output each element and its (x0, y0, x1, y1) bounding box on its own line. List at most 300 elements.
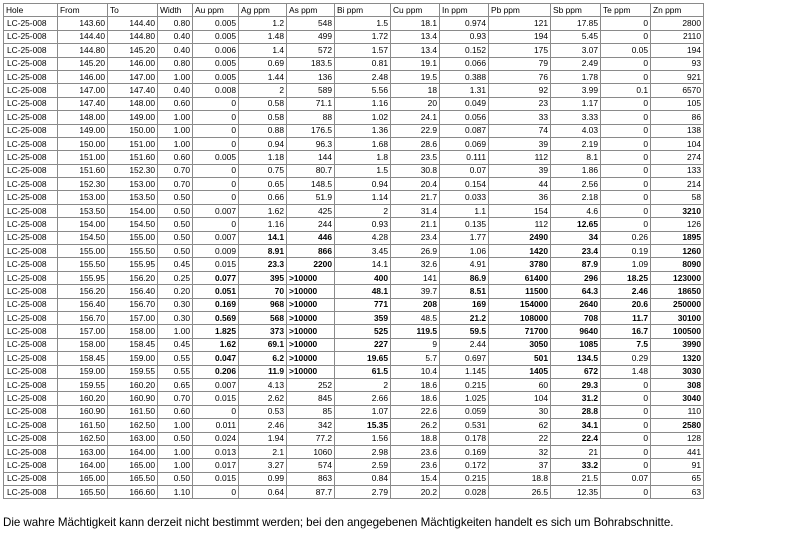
cell-in: 1.145 (440, 365, 489, 378)
cell-pb: 154000 (489, 298, 551, 311)
table-row (4, 164, 704, 177)
cell-ag: 70 (239, 285, 287, 298)
cell-ag: 1.48 (239, 30, 287, 43)
header-au-ppm: Au ppm (193, 4, 239, 17)
cell-as: 136 (287, 70, 335, 83)
cell-sb: 1.78 (551, 70, 601, 83)
cell-sb: 64.3 (551, 285, 601, 298)
cell-ag: 2 (239, 84, 287, 97)
cell-in: 0.111 (440, 151, 489, 164)
cell-ag: 0.69 (239, 57, 287, 70)
cell-hole: LC-25-008 (4, 405, 58, 418)
cell-pb: 3050 (489, 338, 551, 351)
header-ag-ppm: Ag ppm (239, 4, 287, 17)
table-row (4, 204, 704, 217)
cell-pb: 39 (489, 137, 551, 150)
table-row (4, 124, 704, 137)
cell-zn: 18650 (651, 285, 704, 298)
cell-ag: 1.62 (239, 204, 287, 217)
cell-in: 21.2 (440, 311, 489, 324)
cell-from: 143.60 (58, 17, 108, 30)
cell-au: 0.047 (193, 352, 239, 365)
cell-bi: 1.8 (335, 151, 391, 164)
cell-width: 1.00 (158, 124, 193, 137)
cell-in: 0.033 (440, 191, 489, 204)
cell-in: 0.087 (440, 124, 489, 137)
cell-bi: 227 (335, 338, 391, 351)
cell-bi: 15.35 (335, 419, 391, 432)
cell-width: 0.45 (158, 258, 193, 271)
cell-width: 0.80 (158, 57, 193, 70)
cell-ag: 4.13 (239, 378, 287, 391)
cell-pb: 112 (489, 218, 551, 231)
cell-width: 1.10 (158, 486, 193, 499)
cell-bi: 525 (335, 325, 391, 338)
cell-te: 0 (601, 164, 651, 177)
cell-to: 156.20 (108, 271, 158, 284)
table-row (4, 432, 704, 445)
cell-ag: 1.4 (239, 44, 287, 57)
cell-cu: 13.4 (391, 30, 440, 43)
cell-pb: 71700 (489, 325, 551, 338)
cell-cu: 208 (391, 298, 440, 311)
cell-in: 1.31 (440, 84, 489, 97)
cell-hole: LC-25-008 (4, 191, 58, 204)
cell-from: 156.70 (58, 311, 108, 324)
cell-hole: LC-25-008 (4, 204, 58, 217)
cell-width: 0.60 (158, 151, 193, 164)
cell-width: 0.60 (158, 97, 193, 110)
cell-as: 51.9 (287, 191, 335, 204)
cell-cu: 48.5 (391, 311, 440, 324)
cell-to: 157.00 (108, 311, 158, 324)
cell-ag: 0.94 (239, 137, 287, 150)
cell-ag: 1.18 (239, 151, 287, 164)
cell-cu: 23.6 (391, 459, 440, 472)
cell-from: 144.40 (58, 30, 108, 43)
cell-au: 0 (193, 486, 239, 499)
cell-sb: 4.03 (551, 124, 601, 137)
cell-au: 0 (193, 405, 239, 418)
cell-pb: 11500 (489, 285, 551, 298)
cell-zn: 104 (651, 137, 704, 150)
cell-from: 154.50 (58, 231, 108, 244)
header-in-ppm: In ppm (440, 4, 489, 17)
cell-au: 0.007 (193, 378, 239, 391)
cell-hole: LC-25-008 (4, 70, 58, 83)
cell-from: 151.00 (58, 151, 108, 164)
cell-bi: 1.5 (335, 164, 391, 177)
cell-width: 0.40 (158, 84, 193, 97)
cell-ag: 2.46 (239, 419, 287, 432)
cell-zn: 2580 (651, 419, 704, 432)
cell-au: 0.015 (193, 392, 239, 405)
cell-sb: 4.6 (551, 204, 601, 217)
cell-in: 0.056 (440, 111, 489, 124)
cell-bi: 0.84 (335, 472, 391, 485)
cell-as: 183.5 (287, 57, 335, 70)
cell-as: 87.7 (287, 486, 335, 499)
cell-in: 0.049 (440, 97, 489, 110)
cell-sb: 296 (551, 271, 601, 284)
cell-to: 144.80 (108, 30, 158, 43)
table-body (4, 17, 704, 499)
cell-hole: LC-25-008 (4, 178, 58, 191)
cell-bi: 771 (335, 298, 391, 311)
cell-sb: 5.45 (551, 30, 601, 43)
cell-au: 0.005 (193, 151, 239, 164)
cell-te: 18.25 (601, 271, 651, 284)
cell-width: 0.70 (158, 392, 193, 405)
cell-sb: 21.5 (551, 472, 601, 485)
cell-te: 0 (601, 392, 651, 405)
cell-to: 147.40 (108, 84, 158, 97)
cell-zn: 3990 (651, 338, 704, 351)
cell-as: >10000 (287, 325, 335, 338)
cell-in: 59.5 (440, 325, 489, 338)
cell-hole: LC-25-008 (4, 17, 58, 30)
cell-te: 0 (601, 30, 651, 43)
cell-bi: 2.79 (335, 486, 391, 499)
cell-width: 0.20 (158, 285, 193, 298)
cell-from: 157.00 (58, 325, 108, 338)
cell-cu: 22.9 (391, 124, 440, 137)
cell-bi: 1.5 (335, 17, 391, 30)
cell-bi: 1.14 (335, 191, 391, 204)
cell-from: 146.00 (58, 70, 108, 83)
cell-te: 0 (601, 178, 651, 191)
cell-pb: 62 (489, 419, 551, 432)
cell-sb: 672 (551, 365, 601, 378)
cell-in: 8.51 (440, 285, 489, 298)
cell-zn: 214 (651, 178, 704, 191)
table-row (4, 245, 704, 258)
table-row (4, 218, 704, 231)
header-pb-ppm: Pb ppm (489, 4, 551, 17)
cell-to: 159.00 (108, 352, 158, 365)
cell-to: 161.50 (108, 405, 158, 418)
cell-hole: LC-25-008 (4, 258, 58, 271)
cell-ag: 0.66 (239, 191, 287, 204)
cell-to: 159.55 (108, 365, 158, 378)
table-row (4, 298, 704, 311)
cell-au: 0.006 (193, 44, 239, 57)
cell-from: 147.40 (58, 97, 108, 110)
cell-width: 1.00 (158, 111, 193, 124)
cell-from: 165.50 (58, 486, 108, 499)
cell-cu: 18.6 (391, 392, 440, 405)
cell-hole: LC-25-008 (4, 365, 58, 378)
cell-sb: 2.56 (551, 178, 601, 191)
cell-au: 0.005 (193, 57, 239, 70)
cell-sb: 9640 (551, 325, 601, 338)
table-row (4, 486, 704, 499)
cell-width: 0.65 (158, 378, 193, 391)
cell-bi: 19.65 (335, 352, 391, 365)
cell-in: 0.215 (440, 378, 489, 391)
cell-to: 155.00 (108, 231, 158, 244)
cell-ag: 8.91 (239, 245, 287, 258)
cell-width: 1.00 (158, 325, 193, 338)
cell-hole: LC-25-008 (4, 419, 58, 432)
cell-zn: 1260 (651, 245, 704, 258)
cell-in: 0.388 (440, 70, 489, 83)
cell-cu: 31.4 (391, 204, 440, 217)
cell-as: 574 (287, 459, 335, 472)
cell-from: 151.60 (58, 164, 108, 177)
cell-te: 0.19 (601, 245, 651, 258)
cell-to: 152.30 (108, 164, 158, 177)
cell-bi: 1.57 (335, 44, 391, 57)
cell-te: 0 (601, 17, 651, 30)
cell-from: 147.00 (58, 84, 108, 97)
cell-au: 0.007 (193, 231, 239, 244)
cell-as: 446 (287, 231, 335, 244)
cell-from: 163.00 (58, 445, 108, 458)
cell-as: 85 (287, 405, 335, 418)
cell-te: 0 (601, 459, 651, 472)
cell-au: 0.051 (193, 285, 239, 298)
cell-cu: 21.1 (391, 218, 440, 231)
cell-as: >10000 (287, 298, 335, 311)
cell-as: 71.1 (287, 97, 335, 110)
cell-sb: 1085 (551, 338, 601, 351)
cell-hole: LC-25-008 (4, 311, 58, 324)
cell-in: 0.059 (440, 405, 489, 418)
cell-bi: 4.28 (335, 231, 391, 244)
table-row (4, 57, 704, 70)
cell-sb: 12.65 (551, 218, 601, 231)
cell-hole: LC-25-008 (4, 285, 58, 298)
cell-pb: 1420 (489, 245, 551, 258)
cell-in: 86.9 (440, 271, 489, 284)
table-row (4, 472, 704, 485)
cell-hole: LC-25-008 (4, 271, 58, 284)
cell-to: 147.00 (108, 70, 158, 83)
cell-ag: 1.94 (239, 432, 287, 445)
cell-from: 165.00 (58, 472, 108, 485)
table-row (4, 44, 704, 57)
cell-ag: 373 (239, 325, 287, 338)
cell-zn: 1320 (651, 352, 704, 365)
cell-width: 0.40 (158, 30, 193, 43)
cell-cu: 23.6 (391, 445, 440, 458)
cell-au: 0 (193, 191, 239, 204)
cell-width: 0.30 (158, 311, 193, 324)
cell-au: 0.013 (193, 445, 239, 458)
cell-to: 162.50 (108, 419, 158, 432)
cell-au: 0.015 (193, 258, 239, 271)
cell-sb: 708 (551, 311, 601, 324)
cell-as: 148.5 (287, 178, 335, 191)
table-row (4, 231, 704, 244)
cell-sb: 1.17 (551, 97, 601, 110)
cell-sb: 34.1 (551, 419, 601, 432)
cell-as: 1060 (287, 445, 335, 458)
cell-te: 0 (601, 70, 651, 83)
cell-te: 0 (601, 419, 651, 432)
cell-ag: 395 (239, 271, 287, 284)
cell-cu: 26.9 (391, 245, 440, 258)
cell-in: 2.44 (440, 338, 489, 351)
cell-from: 148.00 (58, 111, 108, 124)
table-row (4, 338, 704, 351)
cell-hole: LC-25-008 (4, 432, 58, 445)
table-row (4, 258, 704, 271)
cell-pb: 112 (489, 151, 551, 164)
cell-bi: 3.45 (335, 245, 391, 258)
cell-ag: 1.2 (239, 17, 287, 30)
cell-zn: 133 (651, 164, 704, 177)
cell-te: 0 (601, 378, 651, 391)
cell-sb: 23.4 (551, 245, 601, 258)
cell-as: 252 (287, 378, 335, 391)
cell-sb: 2640 (551, 298, 601, 311)
cell-hole: LC-25-008 (4, 352, 58, 365)
cell-width: 0.30 (158, 298, 193, 311)
cell-from: 164.00 (58, 459, 108, 472)
table-row (4, 178, 704, 191)
cell-pb: 175 (489, 44, 551, 57)
cell-sb: 87.9 (551, 258, 601, 271)
cell-hole: LC-25-008 (4, 44, 58, 57)
cell-cu: 39.7 (391, 285, 440, 298)
header-bi-ppm: Bi ppm (335, 4, 391, 17)
cell-as: 499 (287, 30, 335, 43)
cell-hole: LC-25-008 (4, 486, 58, 499)
cell-as: >10000 (287, 271, 335, 284)
cell-width: 0.60 (158, 405, 193, 418)
cell-zn: 274 (651, 151, 704, 164)
cell-sb: 2.49 (551, 57, 601, 70)
cell-te: 2.46 (601, 285, 651, 298)
cell-sb: 28.8 (551, 405, 601, 418)
cell-au: 1.62 (193, 338, 239, 351)
cell-width: 0.45 (158, 338, 193, 351)
cell-zn: 63 (651, 486, 704, 499)
cell-cu: 13.4 (391, 44, 440, 57)
cell-bi: 2.59 (335, 459, 391, 472)
cell-cu: 20 (391, 97, 440, 110)
cell-zn: 86 (651, 111, 704, 124)
cell-as: 863 (287, 472, 335, 485)
cell-au: 1.825 (193, 325, 239, 338)
cell-te: 0 (601, 97, 651, 110)
cell-as: 589 (287, 84, 335, 97)
footnote: Die wahre Mächtigkeit kann derzeit nicht bestimmt werden; bei den angegebenen Mächtigkeiten handelt es sich um Bohrabschnitte. (3, 516, 674, 529)
cell-zn: 110 (651, 405, 704, 418)
cell-pb: 26.5 (489, 486, 551, 499)
cell-pb: 1405 (489, 365, 551, 378)
cell-cu: 26.2 (391, 419, 440, 432)
cell-au: 0.007 (193, 204, 239, 217)
header-to: To (108, 4, 158, 17)
cell-au: 0.077 (193, 271, 239, 284)
cell-au: 0.024 (193, 432, 239, 445)
cell-te: 0 (601, 111, 651, 124)
table-row (4, 352, 704, 365)
table-row (4, 191, 704, 204)
cell-bi: 0.93 (335, 218, 391, 231)
cell-cu: 23.5 (391, 151, 440, 164)
cell-bi: 359 (335, 311, 391, 324)
header-width: Width (158, 4, 193, 17)
cell-pb: 74 (489, 124, 551, 137)
cell-au: 0 (193, 111, 239, 124)
cell-sb: 8.1 (551, 151, 601, 164)
cell-to: 165.00 (108, 459, 158, 472)
cell-zn: 2800 (651, 17, 704, 30)
cell-te: 0.1 (601, 84, 651, 97)
cell-pb: 60 (489, 378, 551, 391)
cell-as: 88 (287, 111, 335, 124)
cell-pb: 36 (489, 191, 551, 204)
cell-in: 169 (440, 298, 489, 311)
cell-to: 160.90 (108, 392, 158, 405)
cell-bi: 2.66 (335, 392, 391, 405)
cell-sb: 34 (551, 231, 601, 244)
assay-results-table (3, 3, 704, 499)
header-cu-ppm: Cu ppm (391, 4, 440, 17)
cell-ag: 0.88 (239, 124, 287, 137)
cell-zn: 1895 (651, 231, 704, 244)
table-row (4, 365, 704, 378)
cell-au: 0.017 (193, 459, 239, 472)
cell-zn: 441 (651, 445, 704, 458)
cell-to: 163.00 (108, 432, 158, 445)
cell-to: 150.00 (108, 124, 158, 137)
cell-au: 0.005 (193, 17, 239, 30)
cell-pb: 33 (489, 111, 551, 124)
cell-as: 80.7 (287, 164, 335, 177)
cell-te: 0 (601, 218, 651, 231)
table-row (4, 419, 704, 432)
cell-ag: 0.53 (239, 405, 287, 418)
cell-to: 144.40 (108, 17, 158, 30)
cell-ag: 11.9 (239, 365, 287, 378)
cell-cu: 32.6 (391, 258, 440, 271)
cell-au: 0.005 (193, 70, 239, 83)
cell-in: 0.154 (440, 178, 489, 191)
table-row (4, 70, 704, 83)
cell-zn: 250000 (651, 298, 704, 311)
cell-to: 165.50 (108, 472, 158, 485)
cell-sb: 31.2 (551, 392, 601, 405)
cell-width: 0.55 (158, 352, 193, 365)
cell-au: 0.008 (193, 84, 239, 97)
cell-te: 0.26 (601, 231, 651, 244)
cell-width: 0.50 (158, 472, 193, 485)
cell-in: 0.169 (440, 445, 489, 458)
cell-zn: 30100 (651, 311, 704, 324)
cell-from: 154.00 (58, 218, 108, 231)
cell-ag: 3.27 (239, 459, 287, 472)
cell-from: 155.00 (58, 245, 108, 258)
cell-from: 145.20 (58, 57, 108, 70)
cell-ag: 568 (239, 311, 287, 324)
cell-zn: 6570 (651, 84, 704, 97)
header-row (4, 4, 704, 17)
cell-hole: LC-25-008 (4, 84, 58, 97)
cell-in: 0.178 (440, 432, 489, 445)
cell-in: 0.028 (440, 486, 489, 499)
cell-ag: 0.65 (239, 178, 287, 191)
cell-from: 155.50 (58, 258, 108, 271)
cell-zn: 123000 (651, 271, 704, 284)
cell-ag: 968 (239, 298, 287, 311)
cell-width: 0.40 (158, 44, 193, 57)
cell-cu: 18.1 (391, 17, 440, 30)
